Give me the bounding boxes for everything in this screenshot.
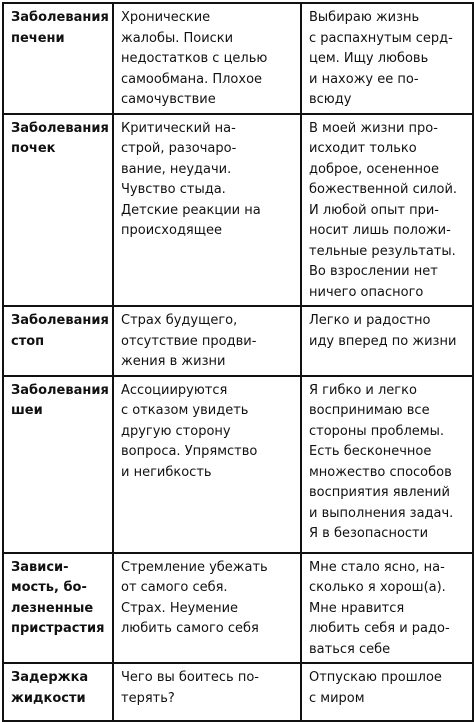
table-row [3,3,473,114]
cause-cell: Хронические жалобы. Поиски недостатков с целью самообмана. Плохое самочувствие [113,3,301,114]
affirmation-cell: В моей жизни про- исходит только доброе, осененное божественной силой. И любой опыт при- носит лишь положи- тельные результаты. Во взрослении нет ничего опасного [301,114,473,307]
table-row [3,553,473,664]
cause-cell: Ассоциируются с отказом увидеть другую сторону вопроса. Упрямство и негибкость [113,376,301,553]
affirmation-cell: Выбираю жизнь с распахнутым серд- цем. Ищу любовь и нахожу ее по- всюду [301,3,473,114]
cause-cell: Стремление убежать от самого себя. Страх. Неумение любить самого себя [113,553,301,664]
cause-cell: Критический на- строй, разочаро- вание, неудачи. Чувство стыда. Детские реакции на происходящее [113,114,301,307]
condition-cell: Заболевания печени [3,3,113,114]
table-row [3,306,473,376]
table-row [3,114,473,307]
condition-cell: Заболевания шеи [3,376,113,553]
table-row [3,376,473,553]
affirmation-cell: Я гибко и легко воспринимаю все стороны проблемы. Есть бесконечное множество способов восприятия явлений и выполнения задач. Я в безопасности [301,376,473,553]
affirmation-cell: Легко и радостно иду вперед по жизни [301,306,473,376]
condition-cell: Завиcи- мость, бо- лезненные пристрастия [3,553,113,664]
cause-cell: Чего вы боитесь по- терять? [113,663,301,721]
table-row [3,663,473,721]
affirmation-cell: Отпускаю прошлое с миром [301,663,473,721]
affirmation-cell: Мне стало ясно, на- сколько я хорош(а). Мне нравится любить себя и радо- ваться себе [301,553,473,664]
condition-cell: Задержка жидкости [3,663,113,721]
cause-cell: Страх будущего, отсутствие продви- жения в жизни [113,306,301,376]
condition-cell: Заболевания стоп [3,306,113,376]
conditions-table [2,2,474,722]
condition-cell: Заболевания почек [3,114,113,307]
